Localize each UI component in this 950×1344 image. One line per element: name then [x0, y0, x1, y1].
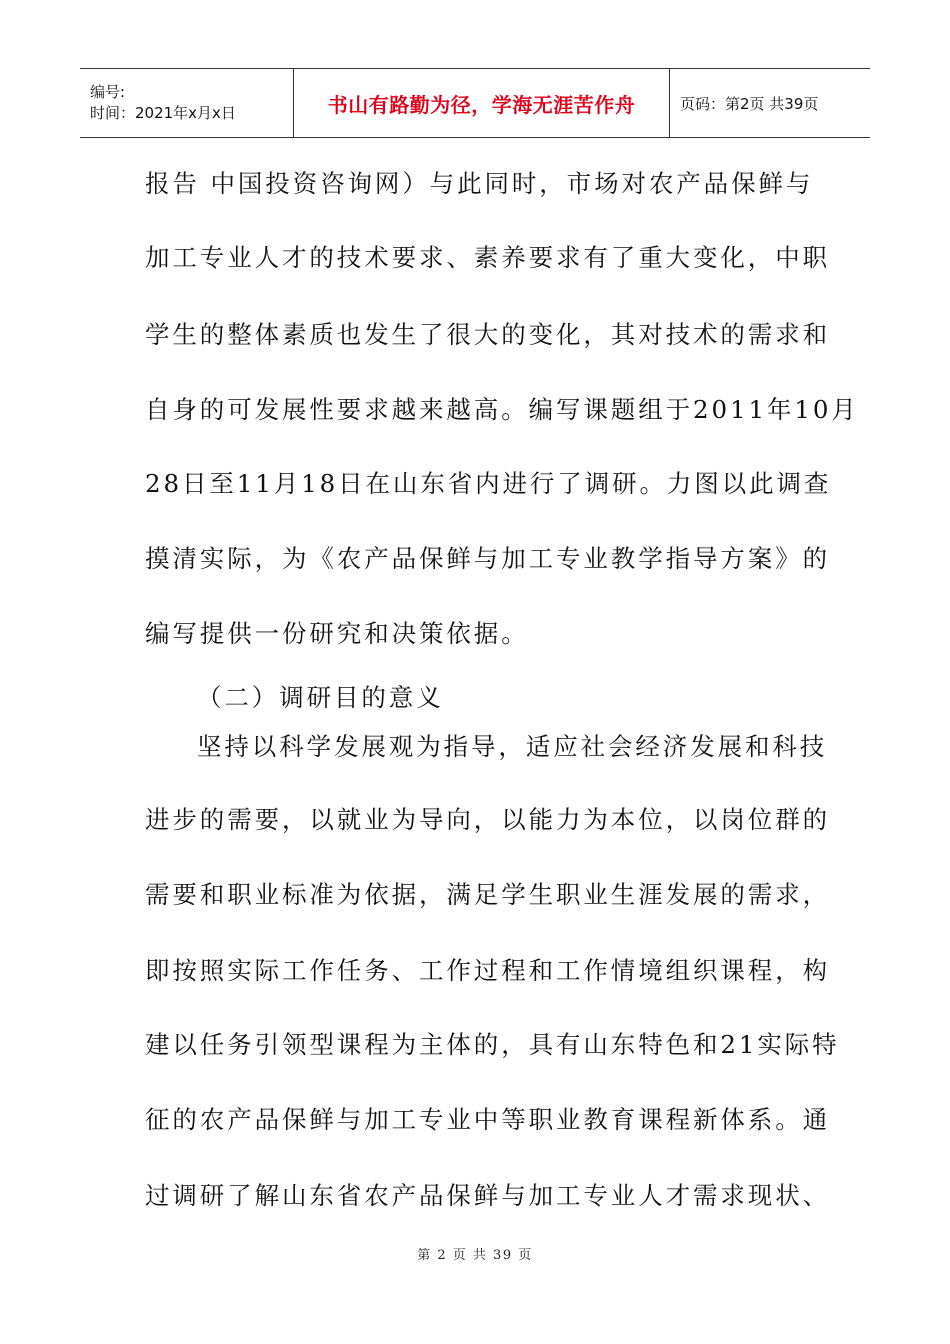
body-line: 报告 中国投资咨询网）与此同时，市场对农产品保鲜与 [145, 169, 814, 198]
section-heading: （二）调研目的意义 [197, 683, 444, 712]
body-line: 即按照实际工作任务、工作过程和工作情境组织课程，构 [145, 956, 830, 985]
body-line: 需要和职业标准为依据，满足学生职业生涯发展的需求， [145, 880, 830, 909]
header-motto: 书山有路勤为径，学海无涯苦作舟 [327, 92, 636, 117]
page-footer: 第 2 页 共 39 页 [417, 1248, 533, 1263]
document-date-label: 时间：2021年x月x日 [90, 104, 236, 122]
body-line: 学生的整体素质也发生了很大的变化，其对技术的需求和 [145, 320, 830, 349]
body-line: 摸清实际，为《农产品保鲜与加工专业教学指导方案》的 [145, 544, 830, 573]
document-number-label: 编号: [90, 83, 126, 101]
body-line: 加工专业人才的技术要求、素养要求有了重大变化，中职 [145, 243, 830, 272]
body-line: 征的农产品保鲜与加工专业中等职业教育课程新体系。通 [145, 1105, 830, 1134]
header-page-code: 页码：第2页 共39页 [680, 94, 819, 113]
body-line: 坚持以科学发展观为指导，适应社会经济发展和科技 [197, 732, 828, 761]
body-line: 进步的需要，以就业为导向，以能力为本位，以岗位群的 [145, 805, 830, 834]
header-meta-cell [80, 69, 294, 137]
body-line: 建以任务引领型课程为主体的，具有山东特色和21实际特 [145, 1030, 840, 1059]
page-header [80, 68, 870, 138]
body-line: 过调研了解山东省农产品保鲜与加工专业人才需求现状、 [145, 1181, 830, 1210]
body-line: 28日至11月18日在山东省内进行了调研。力图以此调查 [145, 469, 832, 498]
body-line: 编写提供一份研究和决策依据。 [145, 619, 529, 648]
header-motto-cell [294, 69, 670, 137]
body-line: 自身的可发展性要求越来越高。编写课题组于2011年10月 [145, 395, 859, 424]
header-page-cell [670, 69, 870, 137]
